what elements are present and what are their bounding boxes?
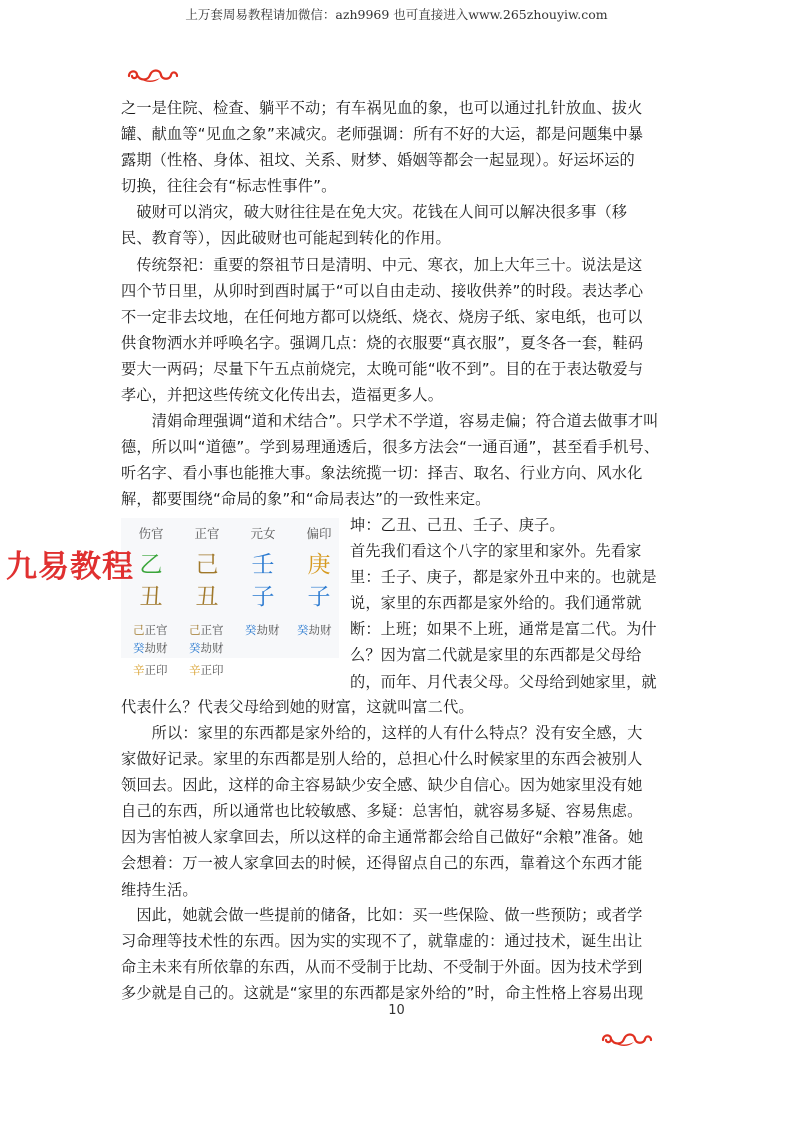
hidden-stem (133, 640, 168, 656)
text-line: 所以：家里的东西都是家外给的，这样的人有什么特点？没有安全感，大 (121, 724, 643, 742)
text-line: 家做好记录。家里的东西都是别人给的，总担心什么时候家里的东西会被别人 (121, 750, 643, 769)
hidden-stem (133, 622, 168, 638)
text-line: 露期（性格、身体、祖坟、关系、财梦、婚姻等都会一起显现）。好运坏运的 (121, 151, 635, 170)
text-line: 因此，她就会做一些提前的储备，比如：买一些保险、做一些预防；或者学 (121, 906, 643, 924)
hidden-stem-char: 癸 (297, 623, 309, 637)
text-line: 断：上班；如果不上班，通常是富二代。为什 (350, 620, 657, 639)
text-line: 供食物洒水并呼唤名字。强调几点：烧的衣服要“真衣服”，夏冬各一套，鞋码 (121, 334, 644, 353)
text-line: 罐、献血等“见血之象”来减灾。老师强调：所有不好的大运，都是问题集中暴 (121, 125, 644, 144)
hidden-stem (133, 662, 168, 678)
text-line: 坤：乙丑、己丑、壬子、庚子。 (350, 516, 565, 534)
earthly-branch: 子 (307, 584, 331, 610)
text-line: 的，而年、月代表父母。父母给到她家里，就 (350, 672, 657, 691)
heavenly-stem: 庚 (307, 552, 331, 578)
bazi-column (179, 518, 235, 658)
hidden-stem (189, 640, 224, 656)
paragraph-5-end (121, 694, 673, 720)
earthly-branch: 丑 (195, 584, 219, 610)
hidden-stem-char: 辛 (133, 663, 145, 677)
paragraph-5-side (350, 512, 673, 695)
text-line: 自己的东西，所以通常也比较敏感、多疑：总害怕，就容易多疑、容易焦虑。 (121, 802, 643, 821)
heavenly-stem: 乙 (139, 552, 163, 578)
hidden-stem-label: 劫财 (308, 623, 332, 637)
hidden-stem-label: 劫财 (200, 641, 224, 655)
hidden-stem-label: 正官 (200, 623, 224, 637)
hidden-stem (189, 662, 224, 678)
hidden-stem-label: 正印 (144, 663, 168, 677)
paragraph-7 (121, 902, 673, 1006)
watermark-logo: 九易教程 (6, 549, 134, 585)
ten-god-label: 伤官 (138, 526, 164, 541)
text-line: 之一是住院、检查、躺平不动；有车祸见血的象，也可以通过扎针放血、拔火 (121, 99, 643, 117)
text-line: 领回去。因此，这样的命主容易缺少安全感、缺少自信心。因为她家里没有她 (121, 776, 643, 795)
hidden-stem-char: 癸 (245, 623, 257, 637)
hidden-stem-char: 己 (133, 623, 145, 637)
ten-god-label: 偏印 (306, 526, 332, 541)
hidden-stem-char: 己 (189, 623, 201, 637)
text-line: 要大一两码；尽量下午五点前烧完，太晚可能“收不到”。目的在于表达敬爱与 (121, 360, 644, 379)
paragraph-3 (121, 252, 673, 409)
text-line: 会想着：万一被人家拿回去的时候，还得留点自己的东西，靠着这个东西才能 (121, 854, 643, 873)
heavenly-stem: 己 (195, 552, 219, 578)
text-line: 习命理等技术性的东西。因为实的实现不了，就靠虚的：通过技术，诞生出让 (121, 932, 643, 951)
text-line: 维持生活。 (121, 880, 198, 899)
hidden-stem-label: 劫财 (144, 641, 168, 655)
text-line: 么？因为富二代就是家里的东西都是父母给 (350, 646, 642, 665)
text-line: 解，都要围绕“命局的象”和“命局表达”的一致性来定。 (121, 490, 491, 509)
hidden-stem-char: 癸 (189, 641, 201, 655)
hidden-stem-char: 辛 (189, 663, 201, 677)
hidden-stem-label: 正官 (144, 623, 168, 637)
paragraph-2 (121, 199, 673, 251)
bazi-chart (121, 518, 339, 658)
hidden-stem (189, 622, 224, 638)
page-header: 上万套周易教程请加微信：azh9969 也可直接进入www.265zhouyiw.com (185, 7, 608, 22)
text-line: 不一定非去坟地，在任何地方都可以烧纸、烧衣、烧房子纸、家电纸，也可以 (121, 308, 643, 327)
earthly-branch: 子 (251, 584, 275, 610)
page-number: 10 (388, 1003, 405, 1018)
ten-god-label: 元女 (250, 526, 276, 541)
paragraph-1 (121, 95, 673, 199)
hidden-stem-char: 癸 (133, 641, 145, 655)
hidden-stem-label: 正印 (200, 663, 224, 677)
cloud-ornament-icon (600, 1030, 654, 1048)
hidden-stem-label: 劫财 (256, 623, 280, 637)
bazi-column (123, 518, 179, 658)
text-line: 代表什么？代表父母给到她的财富，这就叫富二代。 (121, 698, 474, 716)
text-line: 因为害怕被人家拿回去，所以这样的命主通常都会给自己做好“余粮”准备。她 (121, 828, 644, 847)
text-line: 破财可以消灾，破大财往往是在免大灾。花钱在人间可以解决很多事（移 (121, 203, 628, 221)
text-line: 说，家里的东西都是家外给的。我们通常就 (350, 594, 642, 613)
cloud-ornament-icon (126, 66, 180, 84)
text-line: 首先我们看这个八字的家里和家外。先看家 (350, 542, 642, 561)
bazi-column (235, 518, 291, 658)
text-line: 里：壬子、庚子，都是家外丑中来的。也就是 (350, 568, 657, 587)
text-line: 命主未来有所依靠的东西，从而不受制于比劫、不受制于外面。因为技术学到 (121, 958, 643, 977)
paragraph-6 (121, 720, 673, 903)
text-line: 四个节日里，从卯时到酉时属于“可以自由走动、接收供养”的时段。表达孝心 (121, 282, 644, 301)
text-line: 德，所以叫“道德”。学到易理通透后，很多方法会“一通百通”，甚至看手机号、 (121, 438, 660, 457)
earthly-branch: 丑 (139, 584, 163, 610)
heavenly-stem: 壬 (251, 552, 275, 578)
text-line: 孝心，并把这些传统文化传出去，造福更多人。 (121, 386, 444, 405)
text-line: 听名字、看小事也能推大事。象法统揽一切：择吉、取名、行业方向、风水化 (121, 464, 643, 483)
text-line: 传统祭祀：重要的祭祖节日是清明、中元、寒衣，加上大年三十。说法是这 (121, 256, 643, 274)
hidden-stem (245, 622, 280, 638)
text-line: 清娟命理强调“道和术结合”。只学术不学道，容易走偏；符合道去做事才叫 (121, 412, 659, 430)
ten-god-label: 正官 (194, 526, 220, 541)
paragraph-4 (121, 408, 673, 512)
text-line: 多少就是自己的。这就是“家里的东西都是家外给的”时，命主性格上容易出现 (121, 984, 644, 1003)
bazi-column (291, 518, 347, 658)
text-line: 切换，往往会有“标志性事件”。 (121, 177, 337, 196)
text-line: 民、教育等），因此破财也可能起到转化的作用。 (121, 229, 451, 248)
hidden-stem (297, 622, 332, 638)
